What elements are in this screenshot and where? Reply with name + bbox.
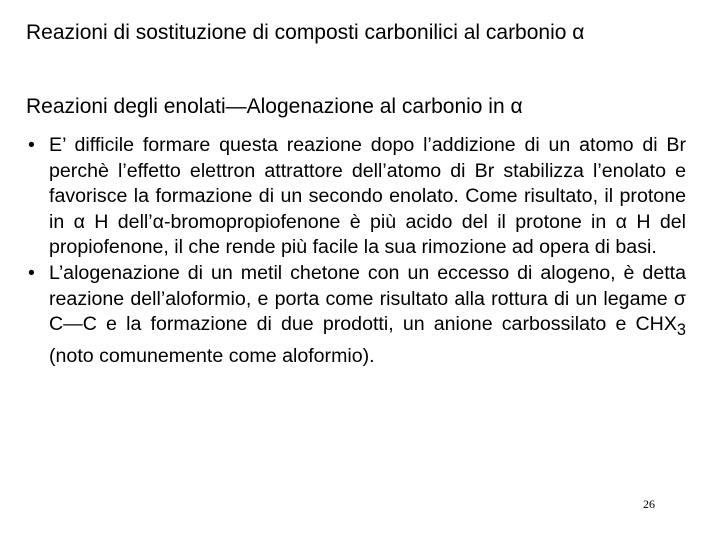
bullet-item: [26, 133, 686, 261]
bullet-text: E’ difficile formare questa reazione dopo l’addizione di un atomo di Br perchè l’effetto elettron attrattore dell’atomo di Br stabilizza l’enolato e favorisce la formazione di un secondo enolato. Come risultato, il protone in α H dell’α-bromopropiofenone è più acido del il protone in α H del propiofenone, il che rende più facile la sua rimozione ad opera di basi.: [49, 134, 686, 259]
bullet-marker: •: [28, 134, 35, 156]
bullet-text-continued: (noto comunemente come aloformio).: [49, 344, 375, 367]
page-number: 26: [643, 497, 655, 511]
bullet-text: L’alogenazione di un metil chetone con un eccesso di alogeno, è detta reazione dell’aloformio, e porta come risultato alla rottura di un legame σ C—C e la formazione di due prodotti, un anione carbossilato e CHX: [49, 261, 686, 336]
bullet-marker: •: [28, 261, 35, 284]
bullet-list: [26, 133, 686, 369]
slide-title: Reazioni di sostituzione di composti carbonilici al carbonio α: [26, 21, 585, 44]
slide-subtitle: Reazioni degli enolati—Alogenazione al carbonio in α: [26, 95, 523, 118]
bullet-item: [26, 261, 686, 369]
bullet-subscript: 3: [676, 321, 686, 340]
